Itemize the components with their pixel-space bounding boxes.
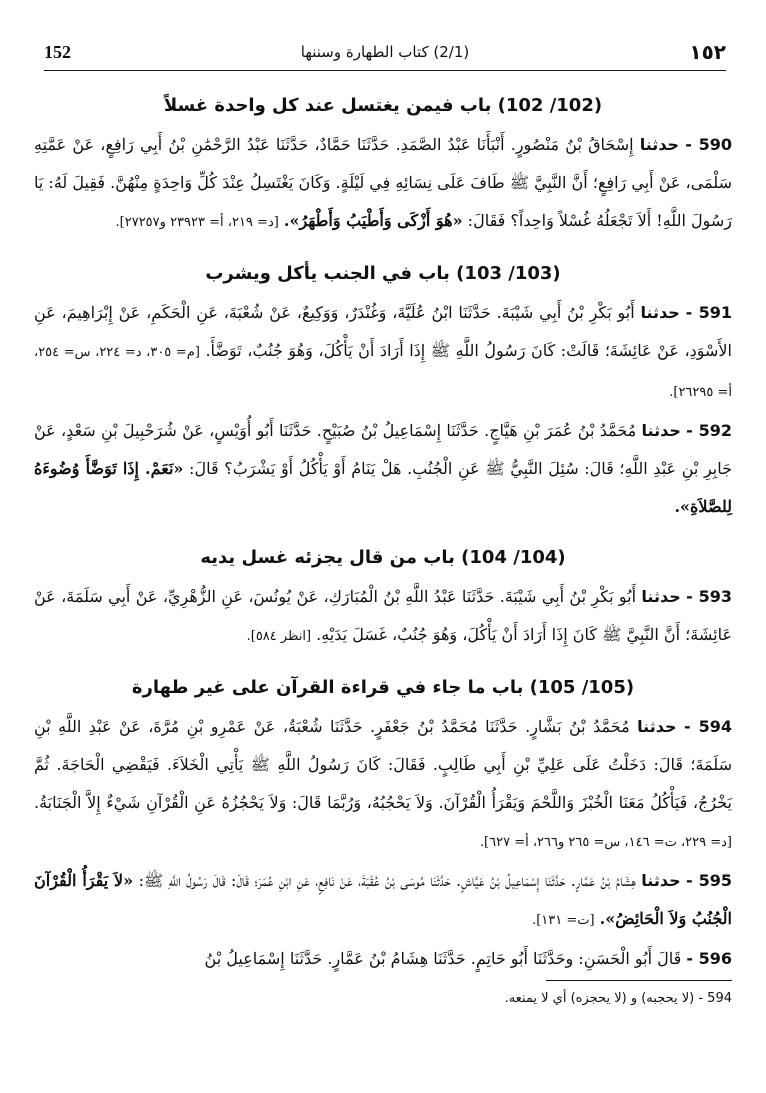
hadith-opening: حدثنا <box>641 587 681 606</box>
hadith-number: 592 - <box>686 421 732 440</box>
hadith-opening: حدثنا <box>640 303 680 322</box>
hadith-text: هِشَامُ بْنُ عَمَّارٍ. حَدَّثَنَا إِسْمَاعِيلُ بْنُ عَيَّاشٍ. حَدَّثَنَا مُوسَى بْنُ عُقْبَةَ، عَنْ نَافِعٍ، عَنِ ابْنِ عُمَرَ؛ قَالَ: قَالَ رَسُولُ اللَّهِ ﷺ: <box>138 871 636 890</box>
hadith-number: 595 - <box>686 871 732 890</box>
hadith-reference: [انظر ٥٨٤]. <box>246 629 312 644</box>
hadith-text: مُحَمَّدُ بْنُ عُمَرَ بْنِ هَيَّاجٍ. حَدَّثَنَا إِسْمَاعِيلُ بْنُ صُبَيْحٍ. حَدَّثَنَا أَبُو أُوَيْسٍ، عَنْ شُرَحْبِيلَ بْنِ سَعْدٍ، عَنْ جَابِرِ بْنِ عَبْدِ اللَّهِ؛ قَالَ: سُئِلَ النَّبِيُّ ﷺ عَنِ الْجُنُبِ. هَلْ يَنَامُ أَوْ يَأْكُلُ أَوْ يَشْرَبُ؟ قَالَ: <box>34 421 733 478</box>
hadith-text: أَبُو بَكْرِ بْنُ أَبِي شَيْبَةَ. حَدَّثَنَا عَبْدُ اللَّهِ بْنُ الْمُبَارَكِ، عَنْ يُونُسَ، عَنِ الزُّهْرِيِّ، عَنْ أَبِي سَلَمَةَ، عَنْ عَائِشَةَ؛ أَنَّ النَّبِيَّ ﷺ كَانَ إِذَا أَرَادَ أَنْ يَأْكُلَ، وَهُوَ جُنُبٌ، غَسَلَ يَدَيْهِ. <box>34 587 732 644</box>
hadith-paragraph <box>34 862 732 940</box>
chapter-heading: (104/ 104) باب من قال يجزئه غسل يديه <box>200 547 566 568</box>
hadith-paragraph <box>34 294 732 412</box>
hadith-reference: [ت= ١٣١]. <box>532 913 595 928</box>
hadith-paragraph <box>34 126 732 242</box>
hadith-text: قَالَ أَبُو الْحَسَنِ: وحَدَّثَنَا أَبُو حَاتِمٍ. حَدَّثَنَا هِشَامُ بْنُ عَمَّارٍ. حَدَّثَنَا إِسْمَاعِيلُ بْنُ <box>204 949 682 968</box>
hadith-paragraph <box>34 940 732 978</box>
page-number-latin: 152 <box>44 42 71 62</box>
hadith-number: 596 - <box>686 949 732 968</box>
hadith-number: 590 - <box>685 135 732 154</box>
page-body <box>34 84 732 978</box>
page-number-arabic: ١٥٢ <box>689 40 726 64</box>
footnote-divider <box>546 980 732 981</box>
hadith-paragraph <box>34 578 732 656</box>
chapter-heading: (103/ 103) باب في الجنب يأكل ويشرب <box>205 263 561 284</box>
hadith-reference: [د= ٢٢٩، ت= ١٤٦، س= ٢٦٥ و٢٦٦، أ= ٦٢٧]. <box>479 835 732 850</box>
hadith-number: 593 - <box>686 587 732 606</box>
hadith-quote: «هُوَ أَزْكَى وَأَطْيَبُ وَأَطْهَرُ». <box>283 211 463 230</box>
hadith-text: أَبُو بَكْرِ بْنُ أَبِي شَيْبَةَ. حَدَّثَنَا ابْنُ عُلَيَّةَ، وَغُنْدَرٌ، وَوَكِيعٌ، عَنْ شُعْبَةَ، عَنِ الْحَكَمِ، عَنْ إِبْرَاهِيمَ، عَنِ الأَسْوَدِ، عَنْ عَائِشَةَ؛ قَالَتْ: كَانَ رَسُولُ اللَّهِ ﷺ إِذَا أَرَادَ أَنْ يَأْكُلَ، وَهُوَ جُنُبٌ، تَوَضَّأَ. <box>34 303 732 360</box>
hadith-number: 591 - <box>685 303 732 322</box>
hadith-number: 594 - <box>683 717 732 736</box>
page-header <box>44 38 726 71</box>
running-title: (2/1) كتاب الطهارة وسننها <box>300 43 470 61</box>
hadith-text: مُحَمَّدُ بْنُ بَشَّارٍ. حَدَّثَنَا مُحَمَّدُ بْنُ جَعْفَرٍ. حَدَّثَنَا شُعْبَةُ، عَنْ عَمْرِو بْنِ مُرَّةَ، عَنْ عَبْدِ اللَّهِ بْنِ سَلَمَةَ؛ قَالَ: دَخَلْتُ عَلَى عَلِيِّ بْنِ أَبِي طَالِبٍ. فَقَالَ: كَانَ رَسُولُ اللَّهِ ﷺ يَأْتِي الْخَلاَءَ. فَيَقْضِي الْحَاجَةَ. ثُمَّ يَخْرُجُ، فَيَأْكُلُ مَعَنَا الْخُبْزَ وَاللَّحْمَ وَيَقْرَأُ الْقُرْآنَ. وَلاَ يَحْجُبُهُ، وَرُبَّمَا قَالَ: وَلاَ يَحْجُزُهُ عَنِ الْقُرْآنِ شَيْءٌ إِلاَّ الْجَنَابَةُ. <box>34 717 732 812</box>
hadith-opening: حدثنا <box>639 135 680 154</box>
hadith-paragraph <box>34 708 732 862</box>
footnote: 594 - (لا يحجبه) و (لا يحجزه) أي لا يمنعه. <box>504 991 732 1006</box>
hadith-quote: «لاَ يَقْرَأُ الْقُرْآنَ الْجُنُبُ وَلاَ الْحَائِضُ». <box>34 871 732 928</box>
chapter-heading: (105/ 105) باب ما جاء في قراءة القرآن على غير طهارة <box>131 677 635 698</box>
chapter-heading: (102/ 102) باب فيمن يغتسل عند كل واحدة غسلاً <box>163 95 603 116</box>
hadith-paragraph <box>34 412 732 526</box>
hadith-opening: حدثنا <box>641 421 681 440</box>
hadith-reference: [د= ٢١٩، أ= ٢٣٩٢٣ و٢٧٢٥٧]. <box>115 215 279 230</box>
hadith-text: إِسْحَاقُ بْنُ مَنْصُورٍ. أَنْبَأَنَا عَبْدُ الصَّمَدِ. حَدَّثَنَا حَمَّادٌ، حَدَّثَنَا عَبْدُ الرَّحْمَٰنِ بْنُ أَبِي رَافِعٍ، عَنْ عَمَّتِهِ سَلْمَى، عَنْ أَبِي رَافِعٍ؛ أَنَّ النَّبِيَّ ﷺ طَافَ عَلَى نِسَائِهِ فِي لَيْلَةٍ. وَكَانَ يَغْتَسِلُ عِنْدَ كُلِّ وَاحِدَةٍ مِنْهُنَّ. فَقِيلَ لَهُ: يَا رَسُولَ اللَّهِ! أَلاَ تَجْعَلُهُ غُسْلاً وَاحِداً؟ فَقَالَ: <box>34 135 733 230</box>
hadith-reference: [م= ٣٠٥، د= ٢٢٤، س= ٢٥٤، أ= ٢٦٢٩٥]. <box>34 345 732 400</box>
hadith-quote: «نَعَمْ. إِذَا تَوَضَّأَ وُضُوءَهُ لِلصَّلاَةِ». <box>34 459 732 516</box>
hadith-opening: حدثنا <box>637 717 677 736</box>
hadith-opening: حدثنا <box>641 871 681 890</box>
